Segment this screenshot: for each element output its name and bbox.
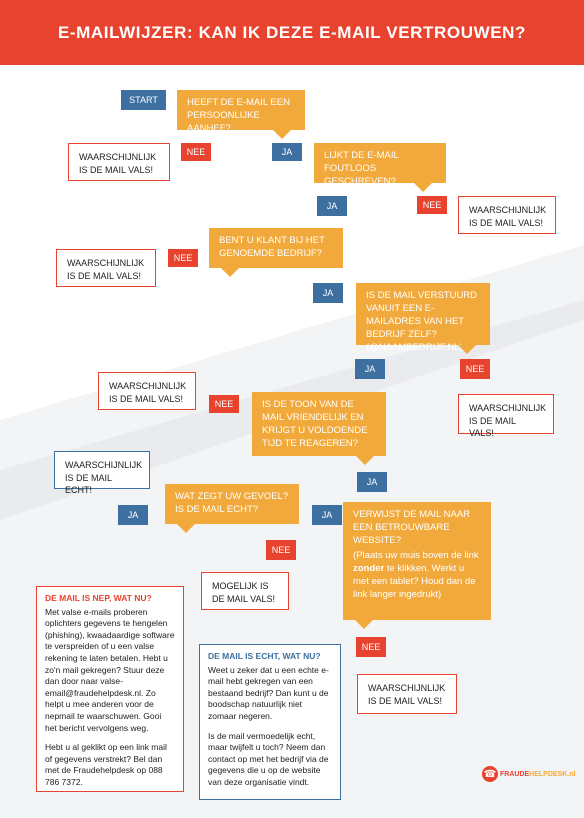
outcome-fake-4: WAARSCHIJNLIJK IS DE MAIL VALS!: [98, 372, 196, 410]
ja-tag-4: JA: [355, 359, 385, 379]
info-fake-title: DE MAIL IS NEP, WAT NU?: [45, 593, 152, 603]
nee-tag-3: NEE: [168, 249, 198, 267]
ja-tag-5: JA: [357, 472, 387, 492]
info-real-text-1: Weet u zeker dat u een echte e-mail hebt gekregen van een bestaand bedrijf? Dan kunt u de boodschap natuurlijk niet zomaar negeren.: [208, 664, 329, 721]
outcome-real: WAARSCHIJNLIJK IS DE MAIL ECHT!: [54, 451, 150, 489]
info-real-title: DE MAIL IS ECHT, WAT NU?: [208, 651, 321, 661]
outcome-fake-1: WAARSCHIJNLIJK IS DE MAIL VALS!: [68, 143, 170, 181]
question-website: [343, 502, 491, 620]
outcome-fake-3: WAARSCHIJNLIJK IS DE MAIL VALS!: [56, 249, 156, 287]
question-spelling: LIJKT DE E-MAIL FOUTLOOS GESCHREVEN?: [314, 143, 446, 183]
nee-tag-6: NEE: [266, 540, 296, 560]
question-tone: IS DE TOON VAN DE MAIL VRIENDELIJK EN KRIJGT U VOLDOENDE TIJD TE REAGEREN?: [252, 392, 386, 456]
info-real-box: [199, 644, 341, 800]
ja-tag-2: JA: [317, 196, 347, 216]
question-personal-greeting: HEEFT DE E-MAIL EEN PERSOONLIJKE AANHEF?: [177, 90, 305, 130]
ja-tag-6: JA: [118, 505, 148, 525]
start-tag: START: [121, 90, 166, 110]
outcome-fake-2: WAARSCHIJNLIJK IS DE MAIL VALS!: [458, 196, 556, 234]
info-fake-text-2: Hebt u al geklikt op een link mail of gegevens verstrekt? Bel dan met de Fraudehelpdesk op 088 786 7372.: [45, 742, 167, 787]
question-gut-feeling: WAT ZEGT UW GEVOEL? IS DE MAIL ECHT?: [165, 484, 299, 524]
ja-tag-3: JA: [313, 283, 343, 303]
nee-tag-5: NEE: [209, 395, 239, 413]
logo-text: FRAUDEHELPDESK.nl: [500, 770, 576, 778]
nee-tag-4: NEE: [460, 359, 490, 379]
info-fake-text-1: Met valse e-mails proberen oplichters gegevens te hengelen (phishing), kwaadaardige software te verspreiden of u een valse rekening te laten betalen. Hebt u zo'n mail gekregen? Stuur deze dan door naar valse-email@fraudehelpdesk.nl. Zo helpt u mee anderen voor de nepmail te waarschuwen. Gooi het bericht vervolgens weg.: [45, 606, 175, 733]
page-title: E-MAILWIJZER: KAN IK DEZE E-MAIL VERTROUWEN?: [0, 0, 584, 65]
nee-tag-7: NEE: [356, 637, 386, 657]
outcome-fake-5: WAARSCHIJNLIJK IS DE MAIL VALS!: [458, 394, 554, 434]
question-customer: BENT U KLANT BIJ HET GENOEMDE BEDRIJF?: [209, 228, 343, 268]
nee-tag-2: NEE: [417, 196, 447, 214]
info-fake-box: [36, 586, 184, 792]
ja-tag-7: JA: [312, 505, 342, 525]
ja-tag-1: JA: [272, 143, 302, 161]
outcome-possible-fake: MOGELIJK IS DE MAIL VALS!: [201, 572, 289, 610]
outcome-fake-6: WAARSCHIJNLIJK IS DE MAIL VALS!: [357, 674, 457, 714]
info-real-text-2: Is de mail vermoedelijk echt, maar twijfelt u toch? Neem dan contact op met het bedrijf via de gegevens die u op de website van deze organisatie vindt.: [208, 730, 329, 787]
question-website-title: VERWIJST DE MAIL NAAR EEN BETROUWBARE WEBSITE?: [353, 509, 471, 546]
phone-icon: ☎: [482, 766, 498, 782]
question-sender-address: IS DE MAIL VERSTUURD VANUIT EEN E-MAILADRES VAN HET BEDRIJF ZELF? (@NAAMBEDRIJF.NL): [356, 283, 490, 345]
nee-tag-1: NEE: [181, 143, 211, 161]
question-website-note: (Plaats uw muis boven de link zonder te klikken. Werkt u met een tablet? Houd dan de link langer ingedrukt): [353, 550, 479, 600]
fraudehelpdesk-logo: [482, 766, 575, 782]
